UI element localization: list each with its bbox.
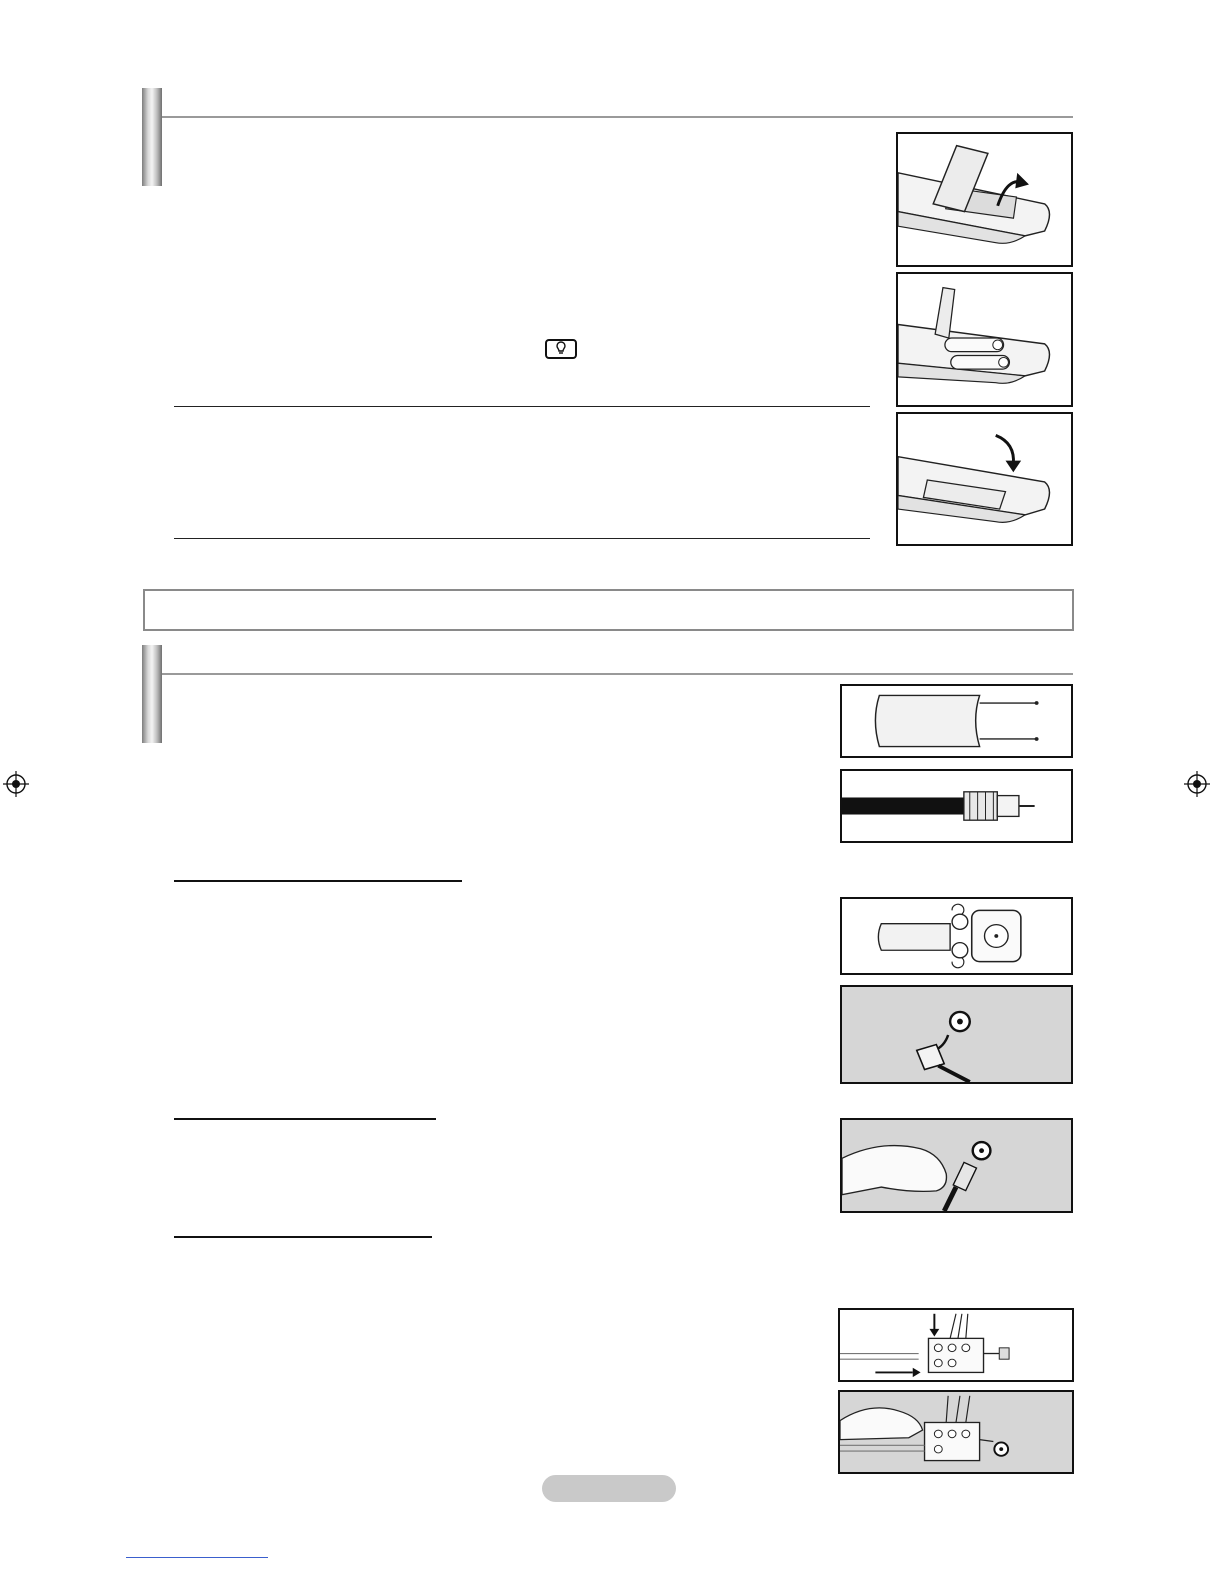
section-heading-band <box>143 589 1074 631</box>
illustration-splitter-diagram <box>838 1308 1074 1382</box>
illustration-open-battery-cover <box>896 132 1073 267</box>
illustration-coax-plug-in <box>840 1118 1073 1213</box>
illustration-close-battery-cover <box>896 412 1073 546</box>
subheading-underline-3 <box>174 1236 432 1238</box>
section-header-rule-antenna <box>162 673 1073 675</box>
light-button-icon <box>545 339 577 359</box>
subheading-underline-2 <box>174 1118 436 1120</box>
section-marker-bar-antenna <box>142 645 162 743</box>
note-box-top-rule <box>174 406 870 407</box>
section-marker-bar-top <box>142 88 162 186</box>
illustration-adapter-to-antenna-in <box>840 985 1073 1084</box>
illustration-twin-lead-cable <box>840 684 1073 758</box>
illustration-twin-lead-adapter <box>840 897 1073 975</box>
subheading-underline-1 <box>174 880 462 882</box>
illustration-coaxial-cable <box>840 769 1073 843</box>
note-box-bottom-rule <box>174 538 870 539</box>
page-number-pill <box>542 1475 676 1502</box>
registration-mark-icon <box>3 771 29 797</box>
illustration-splitter-connection <box>838 1390 1074 1474</box>
section-header-rule-top <box>162 116 1073 118</box>
illustration-insert-batteries <box>896 272 1073 407</box>
footer-link-underline[interactable] <box>126 1557 268 1558</box>
registration-mark-icon <box>1184 771 1210 797</box>
